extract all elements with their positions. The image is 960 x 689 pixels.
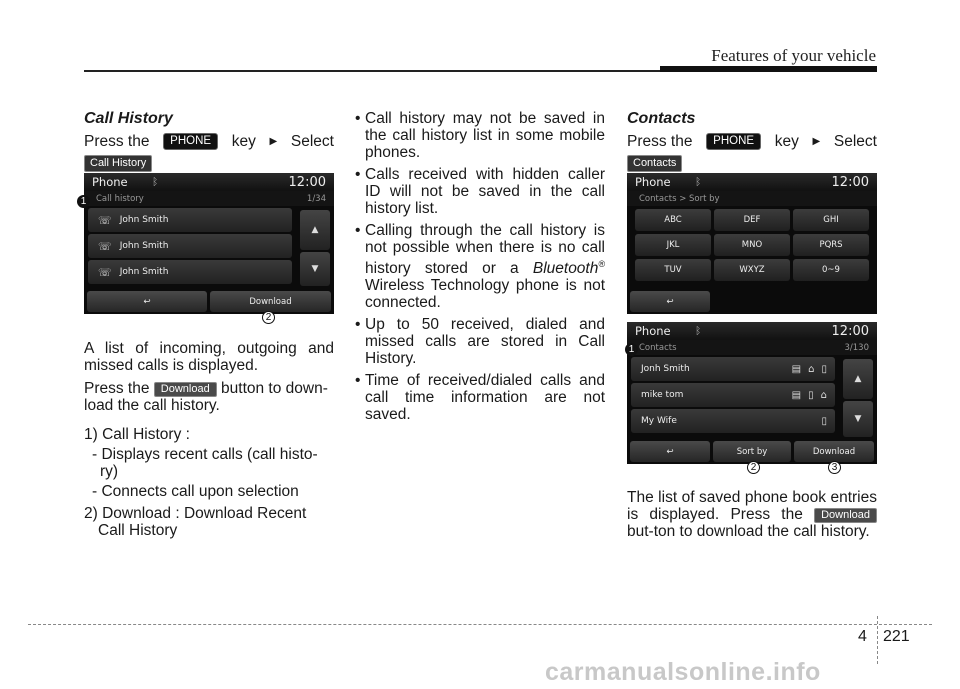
screen-clock: 12:00 — [831, 174, 869, 190]
call-history-section — [84, 110, 334, 172]
download-button[interactable]: Download — [794, 441, 874, 462]
call-icon: ☏ — [98, 239, 112, 253]
call-row[interactable] — [88, 260, 292, 284]
sub-item-1: - Displays recent calls (call histo-ry) — [92, 446, 318, 480]
arrow-right-icon: ▶ — [269, 136, 278, 147]
call-history-instruction — [84, 132, 334, 151]
sort-key-grid — [627, 206, 877, 284]
download-rest-text: button to down-load the call history. — [84, 380, 328, 414]
call-history-screen — [84, 173, 334, 314]
sort-key[interactable]: PQRS — [793, 234, 869, 256]
contact-name: mike tom — [641, 390, 684, 400]
sort-key[interactable]: GHI — [793, 209, 869, 231]
contacts-title: Contacts — [627, 110, 696, 127]
bluetooth-icon: ᛒ — [152, 176, 159, 188]
call-history-menu-button: Call History — [84, 155, 152, 172]
bluetooth-text: Bluetooth — [532, 260, 599, 278]
scroll-up-button[interactable]: ▲ — [843, 359, 873, 399]
call-row-name: John Smith — [119, 215, 169, 225]
header-rule — [84, 70, 660, 72]
callout-2: 2 — [747, 461, 760, 474]
contact-row[interactable] — [631, 383, 835, 407]
bluetooth-icon: ᛒ — [695, 176, 702, 188]
download-instruction — [84, 380, 334, 414]
sort-key[interactable]: TUV — [635, 259, 711, 281]
header-bar — [660, 66, 877, 72]
contacts-menu-button: Contacts — [627, 155, 682, 172]
registered-mark: ® — [598, 259, 605, 269]
phone-key: PHONE — [706, 133, 761, 150]
contact-name: My Wife — [641, 416, 677, 426]
call-history-desc: A list of incoming, outgoing and missed calls is displayed. — [84, 340, 334, 374]
call-icon: ☏ — [98, 265, 112, 279]
download-label-button: Download — [154, 382, 217, 397]
section-number: 4 — [858, 628, 867, 645]
sort-breadcrumb: Contacts > Sort by — [639, 193, 720, 204]
contacts-sort-screen — [627, 173, 877, 314]
office-icon: ▯ — [821, 415, 827, 427]
call-row-name: John Smith — [119, 267, 169, 277]
contacts-desc-text: The list of saved phone book entries is displayed. Press the — [627, 489, 877, 523]
note-3-text: Calling through the call history is not possible when there is no call history stored or a — [365, 222, 605, 278]
note-3-tail: Wireless Technology phone is not connected. — [365, 277, 605, 312]
sort-key[interactable]: 0~9 — [793, 259, 869, 281]
download-label-button: Download — [814, 508, 877, 523]
screen-count: 1/34 — [306, 193, 326, 204]
contact-row[interactable] — [631, 357, 835, 381]
home-icon: ⌂ — [808, 363, 815, 375]
sort-key[interactable]: MNO — [714, 234, 790, 256]
call-row-name: John Smith — [119, 241, 169, 251]
download-button[interactable]: Download — [210, 291, 331, 312]
note-4: • Up to 50 received, dialed and missed calls are stored in Call History. — [355, 316, 605, 367]
select-text: Select — [833, 133, 877, 150]
press-text: Press the — [627, 133, 693, 150]
screen-subtitle: Contacts — [639, 342, 677, 353]
sort-by-button[interactable]: Sort by — [713, 441, 791, 462]
press-the-text: Press the — [84, 380, 150, 397]
screen-clock: 12:00 — [288, 174, 326, 190]
screen-app-title: Phone — [635, 175, 671, 189]
office-icon: ▯ — [821, 363, 827, 375]
back-button[interactable]: ↩ — [87, 291, 207, 312]
call-row[interactable] — [88, 234, 292, 258]
mobile-icon: ▤ — [791, 389, 802, 401]
phone-key: PHONE — [163, 133, 218, 150]
note-1: • Call history may not be saved in the call history list in some mobile phones. — [355, 110, 605, 161]
press-text: Press the — [84, 133, 150, 150]
footer-rule — [28, 624, 932, 625]
item-1: 1) Call History : — [84, 426, 190, 443]
select-text: Select — [290, 133, 334, 150]
home-icon: ⌂ — [820, 389, 827, 401]
back-button[interactable]: ↩ — [630, 441, 710, 462]
sub-item-2: - Connects call upon selection — [92, 483, 299, 500]
callout-1: 1 — [77, 195, 90, 208]
arrow-right-icon: ▶ — [812, 136, 821, 147]
call-icon: ☏ — [98, 213, 112, 227]
callout-3: 3 — [828, 461, 841, 474]
sort-key[interactable]: ABC — [635, 209, 711, 231]
call-row[interactable] — [88, 208, 292, 232]
note-2: • Calls received with hidden caller ID will not be saved in the call history list. — [355, 166, 605, 217]
sort-key[interactable]: WXYZ — [714, 259, 790, 281]
footer-divider — [877, 616, 878, 664]
sort-key[interactable]: DEF — [714, 209, 790, 231]
contact-name: Jonh Smith — [641, 364, 690, 374]
bluetooth-icon: ᛒ — [695, 325, 702, 337]
page-number: 221 — [883, 628, 910, 645]
mobile-icon: ▤ — [791, 363, 802, 375]
back-button[interactable]: ↩ — [630, 291, 710, 312]
notes-section — [355, 110, 605, 428]
screen-count: 3/130 — [844, 342, 869, 353]
key-text: key — [774, 133, 799, 150]
note-5: • Time of received/dialed calls and call time information are not saved. — [355, 372, 605, 423]
note-3 — [355, 222, 605, 311]
header-title: Features of your vehicle — [711, 46, 876, 65]
watermark: carmanualsonline.info — [545, 658, 821, 686]
contacts-section — [627, 110, 877, 172]
contact-row[interactable] — [631, 409, 835, 433]
contacts-instruction — [627, 132, 877, 151]
key-text: key — [231, 133, 256, 150]
contacts-desc-tail: but-ton to download the call history. — [627, 523, 870, 540]
call-history-body — [84, 340, 334, 539]
office-icon: ▯ — [808, 389, 814, 401]
contacts-list-screen — [627, 322, 877, 464]
screen-app-title: Phone — [635, 324, 671, 338]
screen-subtitle: Call history — [96, 193, 144, 204]
sort-key[interactable]: JKL — [635, 234, 711, 256]
callout-2: 2 — [262, 311, 275, 324]
contacts-body — [627, 489, 877, 540]
screen-app-title: Phone — [92, 175, 128, 189]
scroll-down-button[interactable]: ▼ — [843, 401, 873, 437]
scroll-down-button[interactable]: ▼ — [300, 252, 330, 286]
callout-1: 1 — [625, 343, 638, 356]
screen-clock: 12:00 — [831, 323, 869, 339]
contacts-desc — [627, 489, 877, 540]
item-2: 2) Download : Download Recent Call History — [84, 505, 307, 539]
scroll-up-button[interactable]: ▲ — [300, 210, 330, 250]
call-history-title: Call History — [84, 110, 173, 127]
